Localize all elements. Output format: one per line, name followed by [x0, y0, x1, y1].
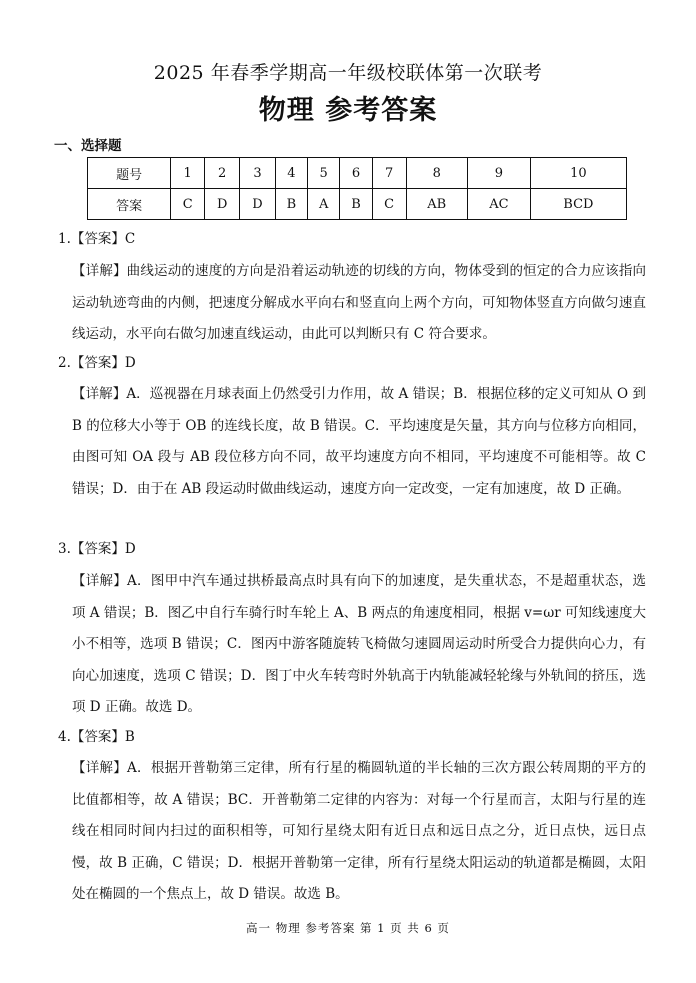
question-number: 2: [205, 158, 240, 189]
answer-cell: D: [205, 189, 240, 220]
question-number: 4: [275, 158, 308, 189]
answer-cell: BCD: [530, 189, 626, 220]
answer-heading-4: 4.【答案】B: [58, 729, 135, 745]
answer-cell: C: [171, 189, 205, 220]
question-number: 10: [530, 158, 626, 189]
question-number: 8: [406, 158, 468, 189]
row-header-number: 题号: [88, 158, 171, 189]
answer-cell: AC: [468, 189, 531, 220]
section-title: 一、选择题: [54, 138, 122, 154]
question-number: 7: [372, 158, 406, 189]
answer-cell: A: [308, 189, 340, 220]
answer-cell: B: [275, 189, 308, 220]
answer-detail-3: 【详解】A．图甲中汽车通过拱桥最高点时具有向下的加速度，是失重状态，不是超重状态，选项 A 错误；B．图乙中自行车骑行时车轮上 A、B 两点的角速度相同，根据 v=ωr 可知线速度大小不相等，选项 B 错误；C．图丙中游客随旋转飞椅做匀速圆周运动时所受合力提供向心力，有向心加速度，选项 C 错误；D．图丁中火车转弯时外轨高于内轨能减轻轮缘与外轨间的挤压，选项 D 正确。故选 D。: [72, 573, 646, 715]
question-number: 3: [240, 158, 275, 189]
answer-heading-2: 2.【答案】D: [58, 355, 136, 371]
answer-cell: AB: [406, 189, 468, 220]
answer-heading-3: 3.【答案】D: [58, 541, 136, 557]
table-row-answers: [88, 189, 627, 220]
answer-detail-4: 【详解】A．根据开普勒第三定律，所有行星的椭圆轨道的半长轴的三次方跟公转周期的平方的比值都相等，故 A 错误；BC．开普勒第二定律的内容为：对每一个行星而言，太阳与行星的连线在相同时间内扫过的面积相等，可知行星绕太阳有近日点和远日点之分，近日点快，远日点慢，故 B 正确，C 错误；D．根据开普勒第一定律，所有行星绕太阳运动的轨道都是椭圆，太阳处在椭圆的一个焦点上，故 D 错误。故选 B。: [72, 760, 646, 902]
question-number: 5: [308, 158, 340, 189]
answer-table: [87, 157, 627, 220]
question-number: 9: [468, 158, 531, 189]
question-number: 1: [171, 158, 205, 189]
answer-detail-2: 【详解】A．巡视器在月球表面上仍然受引力作用，故 A 错误；B．根据位移的定义可知从 O 到 B 的位移大小等于 OB 的连线长度，故 B 错误。C．平均速度是矢量，其方向与位移方向相同，由图可知 OA 段与 AB 段位移方向不同，故平均速度方向不相同，平均速度不可能相等。故 C 错误；D．由于在 AB 段运动时做曲线运动，速度方向一定改变，一定有加速度，故 D 正确。: [72, 386, 646, 497]
answer-detail-1: 【详解】曲线运动的速度的方向是沿着运动轨迹的切线的方向，物体受到的恒定的合力应该指向运动轨迹弯曲的内侧，把速度分解成水平向右和竖直向上两个方向，可知物体竖直方向做匀速直线运动，水平向右做匀加速直线运动，由此可以判断只有 C 符合要求。: [72, 263, 646, 342]
exam-title: 2025 年春季学期高一年级校联体第一次联考: [153, 62, 543, 84]
answer-cell: D: [240, 189, 275, 220]
question-number: 6: [340, 158, 373, 189]
answer-heading-1: 1.【答案】C: [58, 231, 136, 247]
page-footer: 高一 物理 参考答案 第 1 页 共 6 页: [246, 921, 450, 935]
answer-cell: B: [340, 189, 373, 220]
subject-title: 物理 参考答案: [258, 95, 438, 126]
row-header-answer: 答案: [88, 189, 171, 220]
answer-cell: C: [372, 189, 406, 220]
table-row-numbers: [88, 158, 627, 189]
